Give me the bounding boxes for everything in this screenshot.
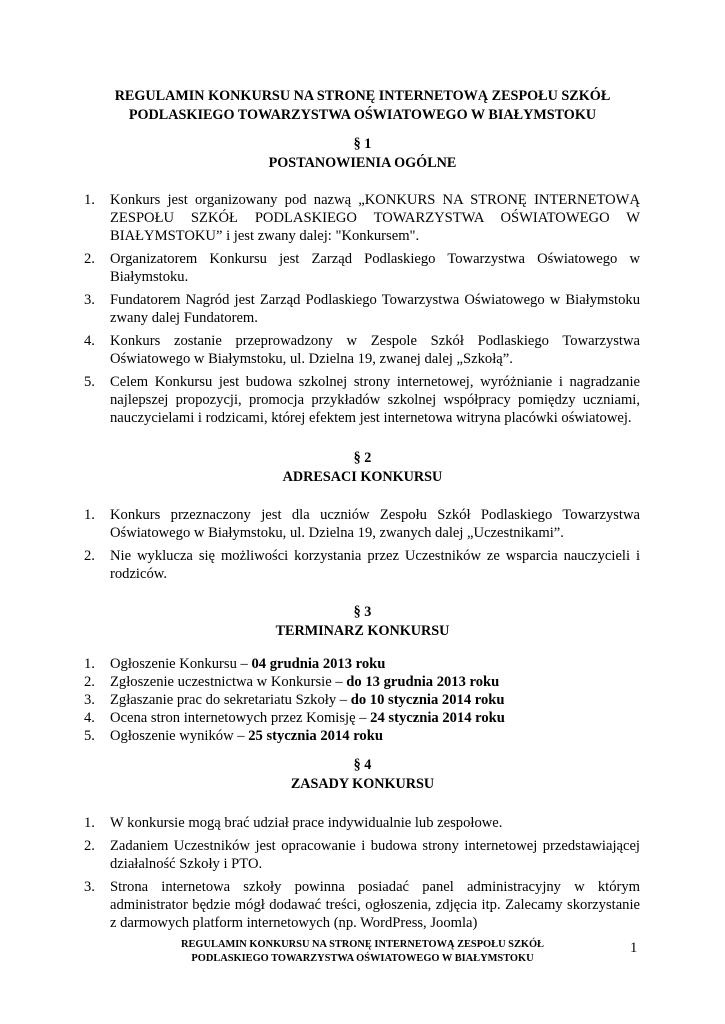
page-footer bbox=[60, 938, 665, 965]
list-item bbox=[84, 191, 640, 245]
list-item bbox=[84, 332, 640, 368]
section-heading: POSTANOWIENIA OGÓLNE bbox=[268, 155, 457, 171]
item-number: 1. bbox=[84, 192, 95, 208]
item-number: 5. bbox=[84, 374, 95, 390]
item-number: 2. bbox=[84, 548, 95, 564]
footer-line-2: PODLASKIEGO TOWARZYSTWA OŚWIATOWEGO W BIAŁYMSTOKU bbox=[191, 952, 534, 964]
item-number: 3. bbox=[84, 292, 95, 308]
item-number: 3. bbox=[84, 692, 95, 708]
item-text: Strona internetowa szkoły powinna posiadać panel administracyjny w którym administrator będzie mógł dodawać treści, ogłoszenia, zdjęcia itp. Zalecamy skorzystanie z darmowych platform internetowych (np. WordPress, Joomla) bbox=[110, 879, 640, 931]
item-text: Fundatorem Nagród jest Zarząd Podlaskiego Towarzystwa Oświatowego w Białymstoku zwany dalej Fundatorem. bbox=[110, 292, 640, 326]
section-3-header bbox=[60, 603, 665, 641]
section-symbol: § 2 bbox=[353, 450, 372, 466]
item-text: Organizatorem Konkursu jest Zarząd Podlaskiego Towarzystwa Oświatowego w Białymstoku. bbox=[110, 251, 640, 285]
item-text: Ocena stron internetowych przez Komisję – bbox=[110, 710, 371, 726]
section-2-header bbox=[60, 449, 665, 487]
footer-line-1: REGULAMIN KONKURSU NA STRONĘ INTERNETOWĄ ZESPOŁU SZKÓŁ bbox=[181, 939, 544, 950]
item-number: 2. bbox=[84, 251, 95, 267]
item-number: 3. bbox=[84, 879, 95, 895]
item-text: Konkurs przeznaczony jest dla uczniów Zespołu Szkół Podlaskiego Towarzystwa Oświatowego w Białymstoku, ul. Dzielna 19, zwanych dalej „Uczestnikami”. bbox=[110, 507, 640, 541]
section-1-list bbox=[84, 191, 640, 432]
item-number: 5. bbox=[84, 728, 95, 744]
list-item bbox=[84, 547, 640, 583]
section-4-header bbox=[60, 756, 665, 794]
item-text: Konkurs jest organizowany pod nazwą „KONKURS NA STRONĘ INTERNETOWĄ ZESPOŁU SZKÓŁ PODLASKIEGO TOWARZYSTWA OŚWIATOWEGO W BIAŁYMSTOKU” i jest zwany dalej: "Konkursem". bbox=[110, 192, 640, 244]
item-date: 24 stycznia 2014 roku bbox=[370, 710, 505, 726]
item-number: 4. bbox=[84, 710, 95, 726]
section-heading: TERMINARZ KONKURSU bbox=[275, 623, 450, 639]
item-number: 4. bbox=[84, 333, 95, 349]
section-symbol: § 3 bbox=[353, 604, 372, 620]
item-text: Zadaniem Uczestników jest opracowanie i budowa strony internetowej przedstawiającej działalność Szkoły i PTO. bbox=[110, 838, 640, 872]
list-item bbox=[84, 250, 640, 286]
list-item bbox=[84, 727, 640, 745]
section-heading: ADRESACI KONKURSU bbox=[282, 469, 443, 485]
item-number: 1. bbox=[84, 815, 95, 831]
item-number: 1. bbox=[84, 507, 95, 523]
item-number: 1. bbox=[84, 656, 95, 672]
list-item bbox=[84, 506, 640, 542]
list-item bbox=[84, 373, 640, 427]
page-number: 1 bbox=[630, 940, 638, 956]
item-date: do 10 stycznia 2014 roku bbox=[350, 692, 505, 708]
section-symbol: § 1 bbox=[353, 136, 372, 152]
list-item bbox=[84, 655, 640, 673]
item-number: 2. bbox=[84, 838, 95, 854]
list-item bbox=[84, 709, 640, 727]
list-item bbox=[84, 291, 640, 327]
item-text: Celem Konkursu jest budowa szkolnej strony internetowej, wyróżnianie i nagradzanie najlepszej propozycji, promocja przykładów szkolnej współpracy pomiędzy uczniami, nauczycielami i rodzicami, której efektem jest internetowa witryna placówki oświatowej. bbox=[110, 374, 640, 426]
section-symbol: § 4 bbox=[353, 757, 372, 773]
section-1-header bbox=[60, 135, 665, 173]
item-text: Ogłoszenie wyników – bbox=[110, 728, 249, 744]
list-item bbox=[84, 837, 640, 873]
item-date: 25 stycznia 2014 roku bbox=[248, 728, 383, 744]
item-text: Zgłoszenie uczestnictwa w Konkursie – bbox=[110, 674, 347, 690]
list-item bbox=[84, 673, 640, 691]
list-item bbox=[84, 691, 640, 709]
title-line-1: REGULAMIN KONKURSU NA STRONĘ INTERNETOWĄ ZESPOŁU SZKÓŁ bbox=[114, 88, 611, 104]
section-heading: ZASADY KONKURSU bbox=[290, 776, 435, 792]
item-text: Nie wyklucza się możliwości korzystania przez Uczestników ze wsparcia nauczycieli i rodziców. bbox=[110, 548, 640, 582]
item-text: Ogłoszenie Konkursu – bbox=[110, 656, 252, 672]
item-text: W konkursie mogą brać udział prace indywidualnie lub zespołowe. bbox=[110, 815, 503, 831]
item-date: 04 grudnia 2013 roku bbox=[251, 656, 386, 672]
item-date: do 13 grudnia 2013 roku bbox=[346, 674, 500, 690]
item-text: Zgłaszanie prac do sekretariatu Szkoły – bbox=[110, 692, 351, 708]
title-line-2: PODLASKIEGO TOWARZYSTWA OŚWIATOWEGO W BIAŁYMSTOKU bbox=[128, 107, 597, 123]
list-item bbox=[84, 878, 640, 932]
section-4-list bbox=[84, 814, 640, 937]
item-text: Konkurs zostanie przeprowadzony w Zespole Szkół Podlaskiego Towarzystwa Oświatowego w Białymstoku, ul. Dzielna 19, zwanej dalej „Szkołą”. bbox=[110, 333, 640, 367]
section-3-list bbox=[84, 655, 640, 745]
item-number: 2. bbox=[84, 674, 95, 690]
document-title bbox=[60, 87, 665, 125]
list-item bbox=[84, 814, 640, 832]
section-2-list bbox=[84, 506, 640, 588]
